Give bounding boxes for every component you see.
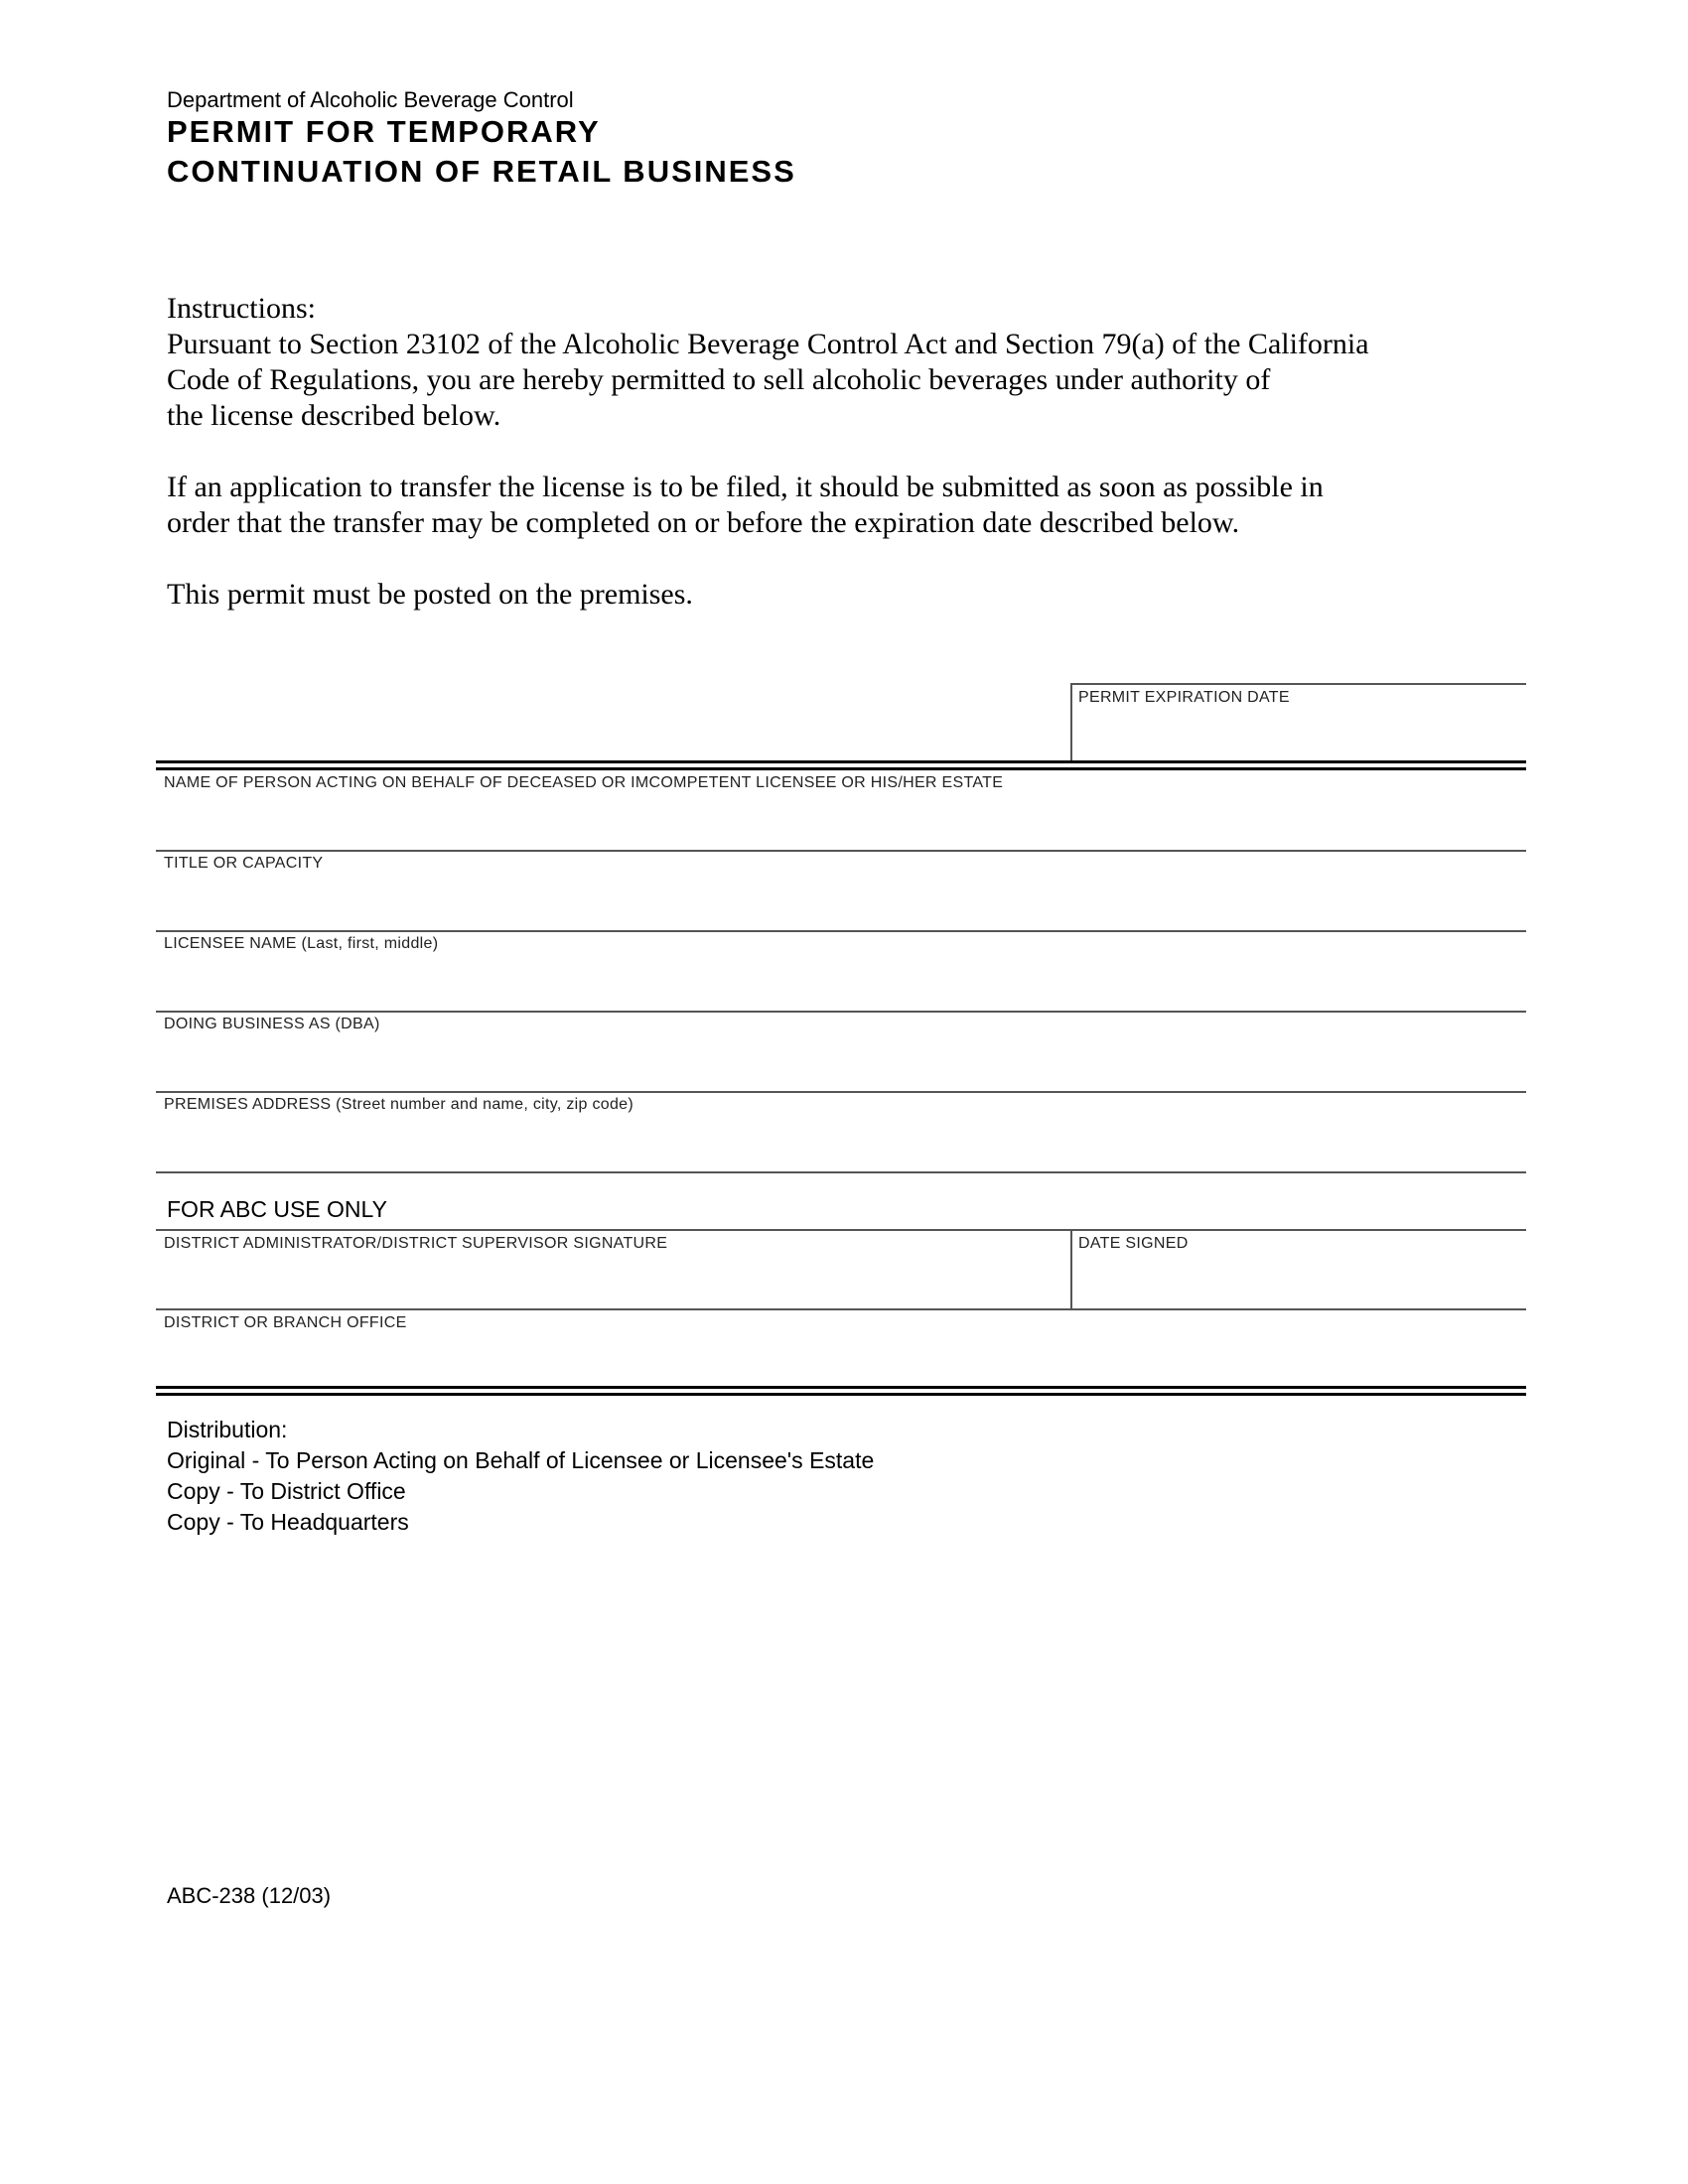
district-office-label: DISTRICT OR BRANCH OFFICE: [164, 1314, 407, 1331]
person-acting-label: NAME OF PERSON ACTING ON BEHALF OF DECEASED OR IMCOMPETENT LICENSEE OR HIS/HER ESTATE: [164, 774, 1004, 791]
licensee-name-field[interactable]: [164, 957, 1519, 1009]
person-acting-field[interactable]: [164, 796, 1519, 848]
dba-underline: [156, 1091, 1526, 1093]
instructions-p2-line1: If an application to transfer the license is to be filed, it should be submitted as soon as possible in: [167, 471, 1324, 503]
date-signed-label: DATE SIGNED: [1078, 1235, 1189, 1252]
signature-date-divider: [1070, 1229, 1072, 1308]
distribution-block: [167, 1415, 874, 1538]
instructions-heading: Instructions:: [167, 292, 316, 325]
distribution-item: Copy - To Headquarters: [167, 1509, 409, 1535]
expiration-date-field[interactable]: [1078, 710, 1515, 753]
abc-use-only-heading: FOR ABC USE ONLY: [167, 1196, 387, 1222]
licensee-name-label: LICENSEE NAME (Last, first, middle): [164, 935, 439, 952]
title-capacity-label: TITLE OR CAPACITY: [164, 855, 324, 872]
expiration-date-label: PERMIT EXPIRATION DATE: [1078, 689, 1290, 706]
department-name: Department of Alcoholic Beverage Control: [167, 87, 574, 112]
expiration-box-top-line: [1070, 683, 1526, 685]
separator-double-line-2b: [156, 1393, 1526, 1396]
form-number: ABC-238 (12/03): [167, 1883, 332, 1908]
expiration-box-divider: [1070, 683, 1072, 760]
title-capacity-underline: [156, 930, 1526, 932]
dba-label: DOING BUSINESS AS (DBA): [164, 1016, 380, 1032]
date-signed-field[interactable]: [1078, 1257, 1515, 1306]
district-office-field[interactable]: [164, 1336, 1519, 1384]
abc-section-top-line: [156, 1229, 1526, 1231]
separator-double-line-1b: [156, 767, 1526, 770]
instructions-p3: This permit must be posted on the premises.: [167, 578, 693, 611]
instructions-p1-line3: the license described below.: [167, 399, 501, 432]
form-title-line2: CONTINUATION OF RETAIL BUSINESS: [167, 154, 796, 189]
separator-double-line-1a: [156, 760, 1526, 763]
distribution-item: Original - To Person Acting on Behalf of Licensee or Licensee's Estate: [167, 1447, 875, 1473]
instructions-p1-line1: Pursuant to Section 23102 of the Alcoholic Beverage Control Act and Section 79(a) of the California: [167, 328, 1369, 360]
instructions-block: [167, 291, 1557, 613]
licensee-name-underline: [156, 1011, 1526, 1013]
form-title-line1: PERMIT FOR TEMPORARY: [167, 114, 601, 149]
premises-address-label: PREMISES ADDRESS (Street number and name, city, zip code): [164, 1096, 633, 1113]
premises-address-field[interactable]: [164, 1118, 1519, 1169]
title-capacity-field[interactable]: [164, 877, 1519, 928]
signature-underline: [156, 1308, 1526, 1310]
signature-field[interactable]: [164, 1257, 1062, 1306]
instructions-p1-line2: Code of Regulations, you are hereby permitted to sell alcoholic beverages under authority of: [167, 363, 1271, 396]
instructions-p2-line2: order that the transfer may be completed on or before the expiration date described below.: [167, 506, 1240, 539]
signature-label: DISTRICT ADMINISTRATOR/DISTRICT SUPERVISOR SIGNATURE: [164, 1235, 668, 1252]
distribution-item: Copy - To District Office: [167, 1478, 406, 1504]
distribution-heading: Distribution:: [167, 1417, 288, 1442]
person-acting-underline: [156, 850, 1526, 852]
dba-field[interactable]: [164, 1037, 1519, 1089]
separator-double-line-2a: [156, 1386, 1526, 1389]
premises-address-underline: [156, 1171, 1526, 1173]
